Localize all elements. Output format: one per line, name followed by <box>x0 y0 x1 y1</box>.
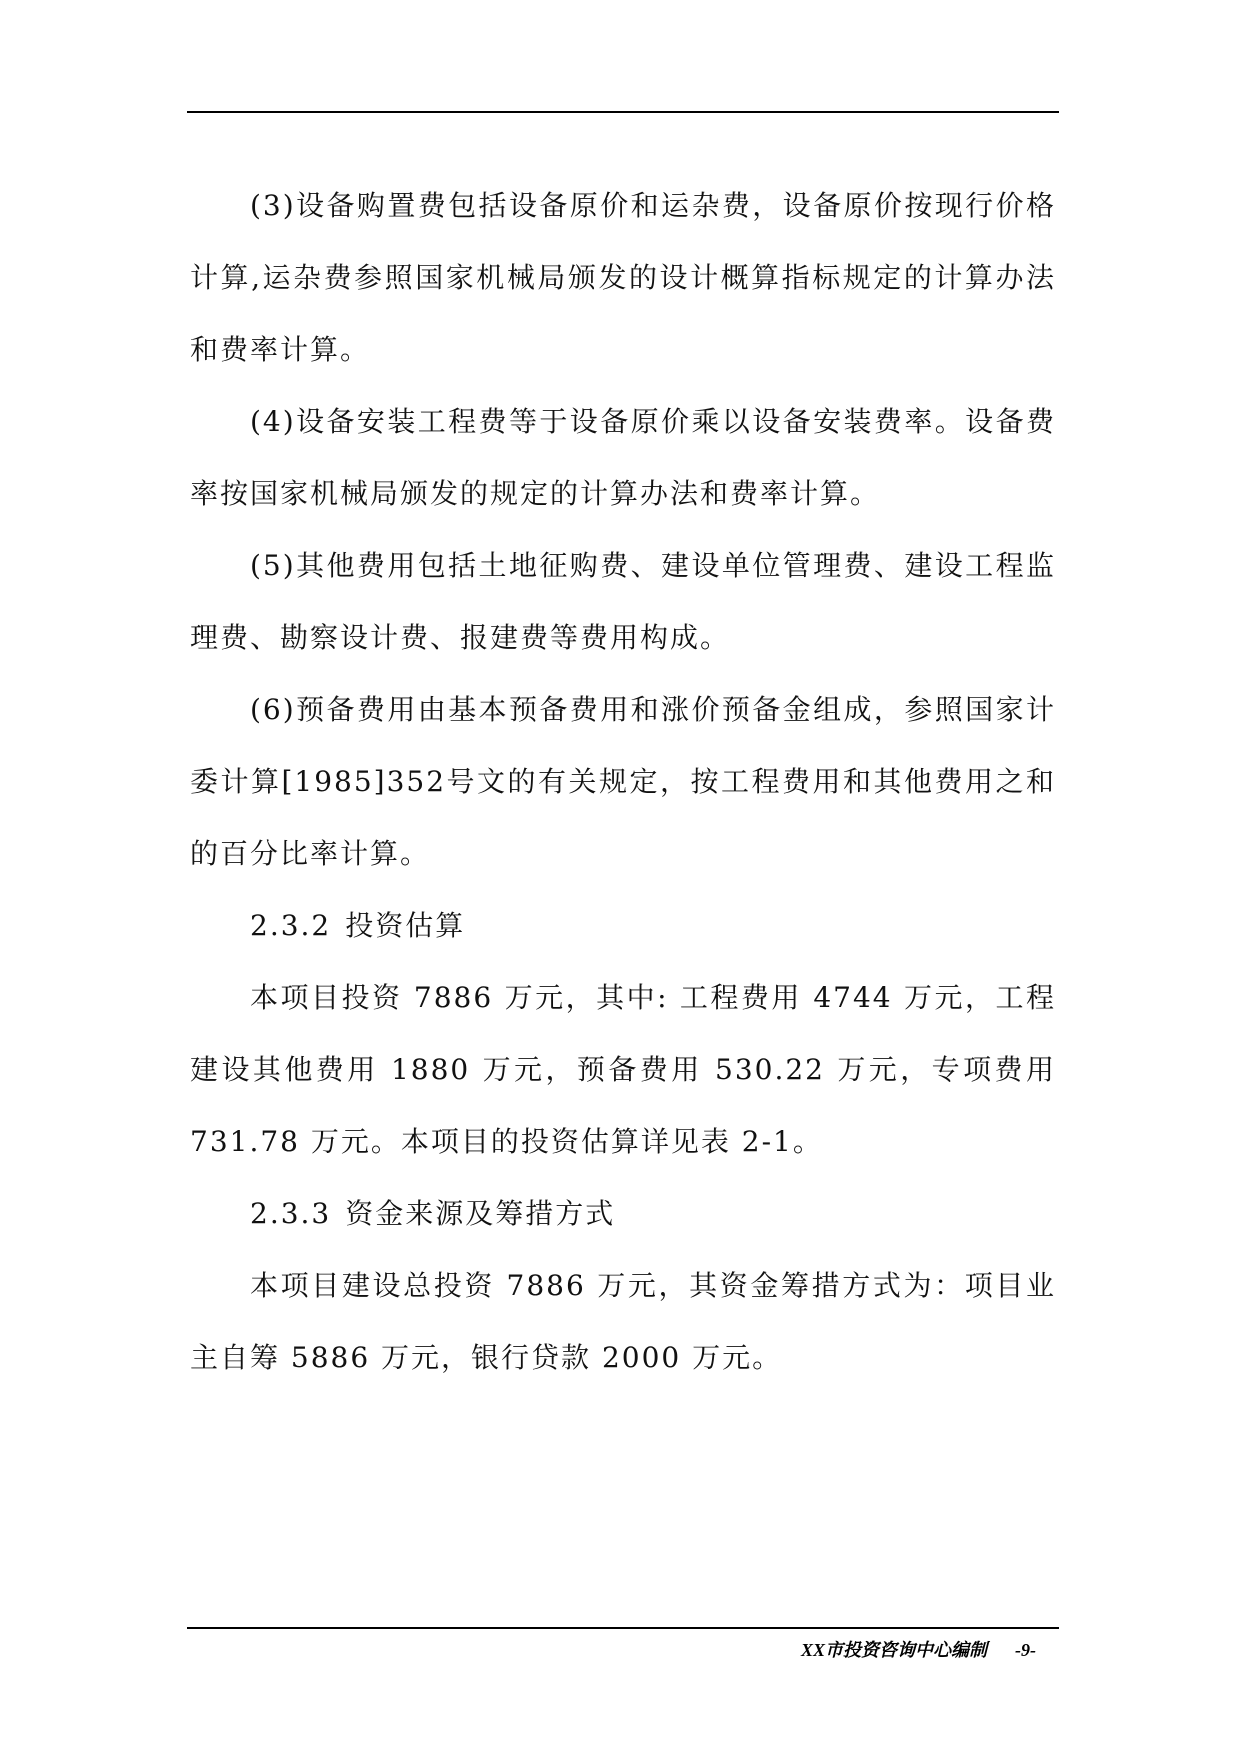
footer-org: XX市投资咨询中心编制 <box>800 1640 987 1660</box>
section-number: 2.3.2 <box>250 909 332 942</box>
footer-rule <box>187 1627 1059 1629</box>
paragraph-equipment-purchase: (3)设备购置费包括设备原价和运杂费，设备原价按现行价格计算,运杂费参照国家机械局颁发的设计概算指标规定的计算办法和费率计算。 <box>190 189 1056 366</box>
page-body <box>190 170 1056 1394</box>
paragraph-equipment-installation: (4)设备安装工程费等于设备原价乘以设备安装费率。设备费率按国家机械局颁发的规定的计算办法和费率计算。 <box>190 405 1056 510</box>
paragraph-investment-estimate: 本项目投资 7886 万元，其中: 工程费用 4744 万元，工程建设其他费用 1880 万元，预备费用 530.22 万元，专项费用 731.78 万元。本项目的投资估算详见表 2-1。 <box>190 981 1056 1158</box>
paragraph-contingency: (6)预备费用由基本预备费用和涨价预备金组成，参照国家计委计算[1985]352号文的有关规定，按工程费用和其他费用之和的百分比率计算。 <box>190 693 1056 870</box>
section-title: 投资估算 <box>345 909 466 942</box>
header-rule <box>187 111 1059 113</box>
section-title: 资金来源及筹措方式 <box>345 1197 616 1230</box>
section-heading-funding-source <box>190 1178 1056 1250</box>
section-heading-investment-estimate <box>190 890 1056 962</box>
paragraph-funding-source: 本项目建设总投资 7886 万元，其资金筹措方式为：项目业主自筹 5886 万元，银行贷款 2000 万元。 <box>190 1269 1056 1374</box>
paragraph-other-costs: (5)其他费用包括土地征购费、建设单位管理费、建设工程监理费、勘察设计费、报建费等费用构成。 <box>190 549 1056 654</box>
page-number: -9- <box>1015 1640 1036 1660</box>
page-footer <box>801 1636 1036 1662</box>
section-number: 2.3.3 <box>250 1197 332 1230</box>
